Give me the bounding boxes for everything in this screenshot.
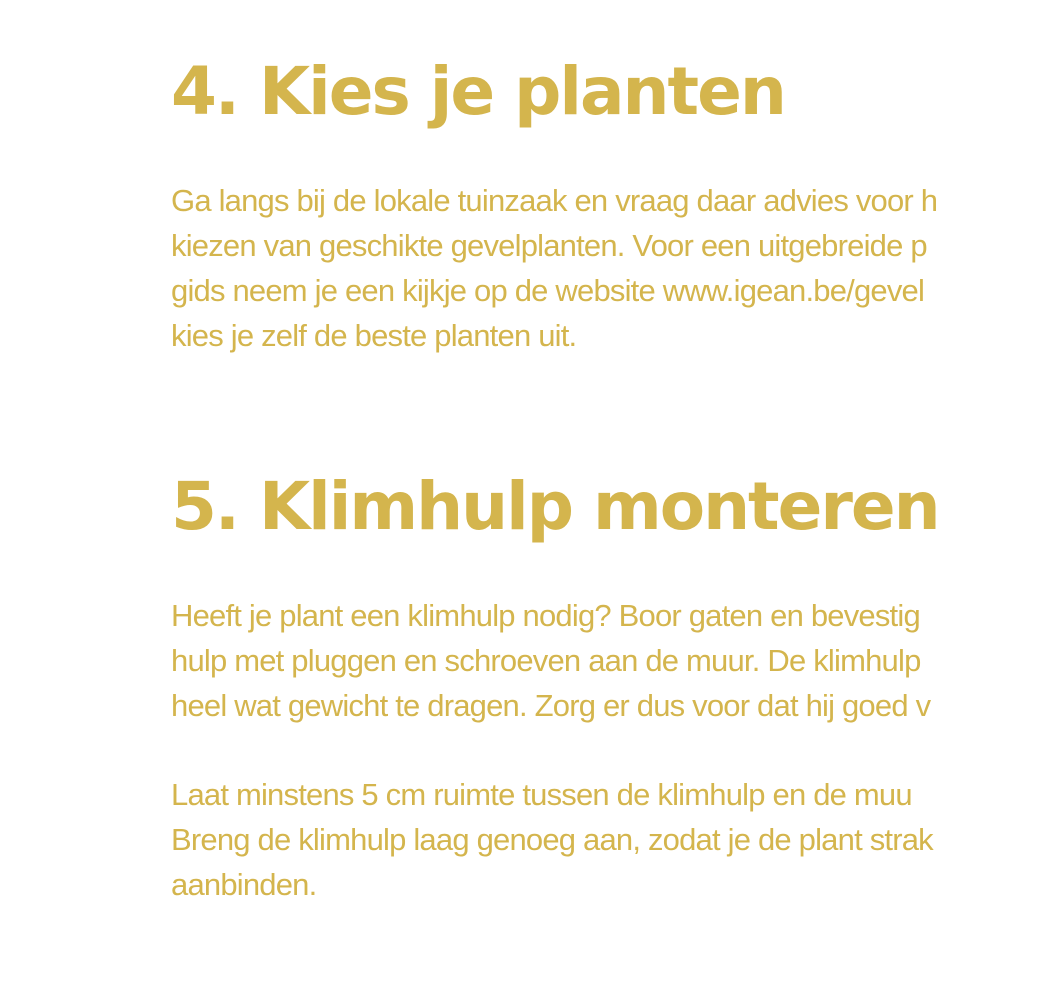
paragraph-line: kies je zelf de beste planten uit. — [171, 318, 577, 353]
section-kies-je-planten — [171, 52, 937, 358]
paragraph-line: hulp met pluggen en schroeven aan de muur. De klimhulp — [171, 643, 921, 678]
paragraph-line: heel wat gewicht te dragen. Zorg er dus voor dat hij goed v — [171, 688, 931, 723]
section-klimhulp-monteren — [171, 467, 939, 907]
paragraph-line: kiezen van geschikte gevelplanten. Voor een uitgebreide p — [171, 228, 927, 263]
section-4-title: 4. Kies je planten — [171, 53, 785, 130]
paragraph-line: gids neem je een kijkje op de website www.igean.be/gevel — [171, 273, 925, 308]
section-5-title: 5. Klimhulp monteren — [171, 468, 939, 545]
section-5-paragraph-1 — [171, 593, 939, 728]
paragraph-line: aanbinden. — [171, 867, 317, 902]
paragraph-line: Breng de klimhulp laag genoeg aan, zodat je de plant strak — [171, 822, 933, 857]
paragraph-line: Heeft je plant een klimhulp nodig? Boor gaten en bevestig — [171, 598, 920, 633]
paragraph-line: Laat minstens 5 cm ruimte tussen de klimhulp en de muu — [171, 777, 912, 812]
section-5-paragraph-2 — [171, 772, 939, 907]
section-4-paragraph — [171, 178, 937, 358]
paragraph-line: Ga langs bij de lokale tuinzaak en vraag daar advies voor h — [171, 183, 938, 218]
